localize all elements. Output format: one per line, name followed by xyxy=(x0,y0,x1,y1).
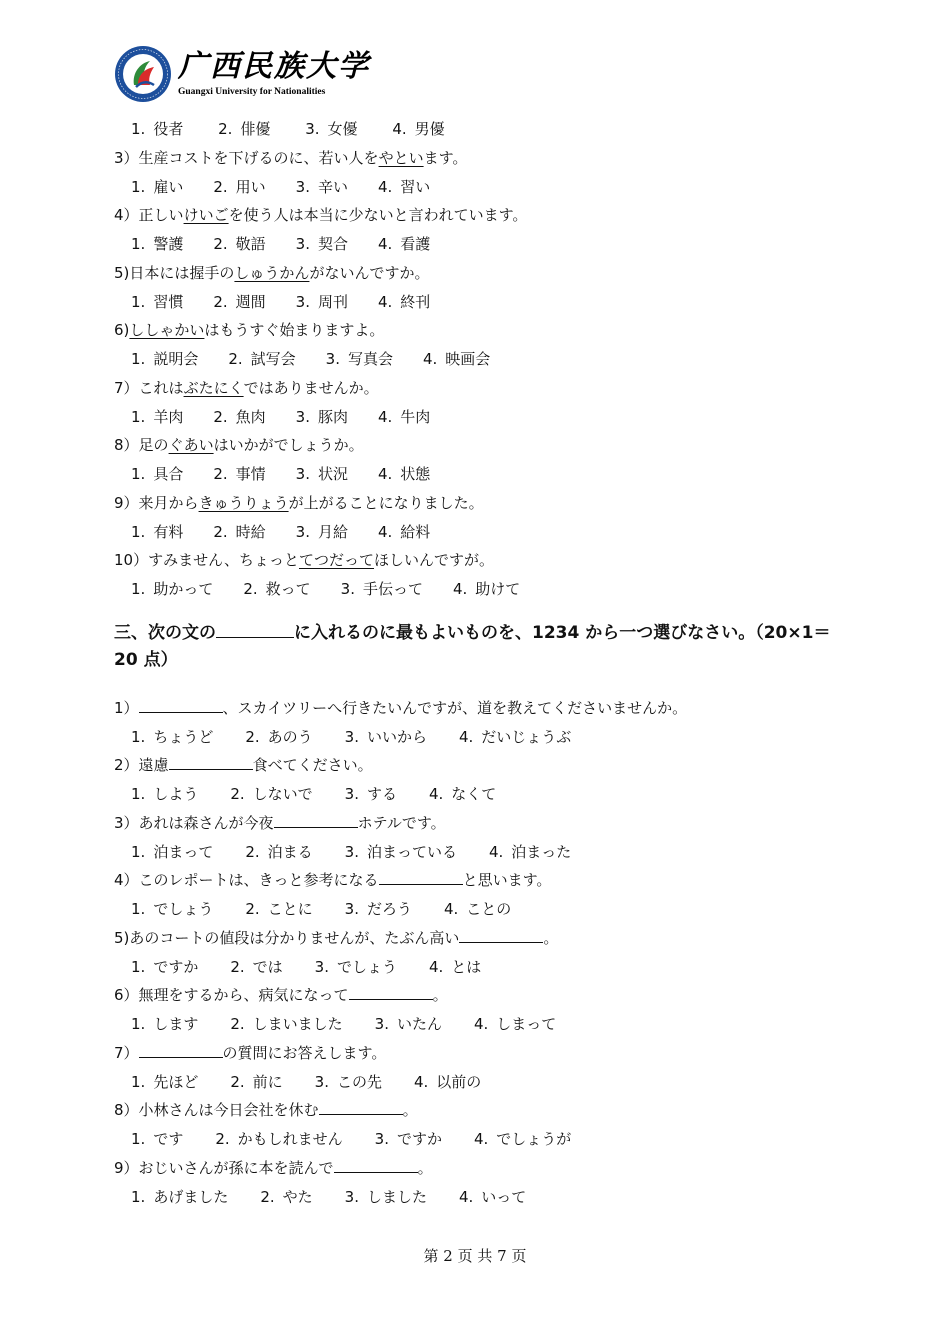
option: 4. 映画会 xyxy=(422,350,491,368)
underlined-word: やとい xyxy=(378,148,424,167)
option: 4. 泊まった xyxy=(488,842,572,861)
answer-options xyxy=(114,575,854,604)
option: 2. しないで xyxy=(230,785,313,803)
option: 1. です xyxy=(131,1130,184,1148)
answer-blank xyxy=(319,1099,403,1115)
underlined-word: ぐあい xyxy=(168,436,214,454)
question: 7）これはぶたにくではありませんか。 xyxy=(114,378,379,397)
answer-blank xyxy=(169,754,253,770)
question: 7） の質問にお答えします。 xyxy=(114,1043,387,1062)
answer-blank xyxy=(459,927,543,943)
option: 3. 手伝って xyxy=(340,580,423,598)
option: 4. 習い xyxy=(377,177,431,196)
university-header xyxy=(114,44,370,104)
option: 4. 看護 xyxy=(377,235,431,253)
option: 4. 助けて xyxy=(452,580,521,598)
option: 3. 状況 xyxy=(295,465,348,483)
answer-blank xyxy=(379,869,463,885)
answer-options xyxy=(114,345,854,374)
question: 4）このレポートは、きっと参考になる と思います。 xyxy=(114,871,552,889)
option: 3. だろう xyxy=(344,900,412,918)
option: 4. 給料 xyxy=(377,522,431,541)
option: 2. やた xyxy=(260,1187,313,1206)
question: 3）あれは森さんが今夜 ホテルです。 xyxy=(114,813,446,832)
question: 6)ししゃかいはもうすぐ始まりますよ。 xyxy=(114,321,385,339)
option: 1. ちょうど xyxy=(131,727,214,746)
question: 10）すみません、ちょっとてつだってほしいんですが。 xyxy=(114,551,495,569)
question: 8）小林さんは今日会社を休む 。 xyxy=(114,1101,418,1119)
brand-chinese-name: 广西民族大学 xyxy=(178,49,370,84)
option: 4. 牛肉 xyxy=(377,407,431,426)
option: 2. 敬語 xyxy=(213,235,266,253)
answer-options xyxy=(114,403,854,432)
option: 4. 状態 xyxy=(377,465,431,483)
answer-options xyxy=(114,288,854,317)
answer-options xyxy=(114,173,854,202)
option: 3. 契合 xyxy=(295,235,348,253)
option: 3. 月給 xyxy=(295,522,348,541)
question: 4）正しいけいごを使う人は本当に少ないと言われています。 xyxy=(114,206,528,224)
option: 1. 雇い xyxy=(131,177,184,196)
option: 3. 豚肉 xyxy=(295,407,348,426)
answer-options xyxy=(114,1125,854,1154)
option: 2. 用い xyxy=(213,177,266,196)
underlined-word: しゅうかん xyxy=(234,263,310,282)
option: 3. でしょう xyxy=(314,957,397,976)
title-blank xyxy=(216,621,294,638)
option: 4. しまって xyxy=(473,1015,557,1033)
option: 4. いって xyxy=(458,1187,527,1206)
option: 4. 終刊 xyxy=(377,292,431,311)
option: 2. 前に xyxy=(230,1072,283,1091)
answer-blank xyxy=(334,1157,418,1173)
answer-options xyxy=(114,1183,854,1212)
option: 3. いいから xyxy=(344,727,427,746)
part1-question-list xyxy=(114,144,854,604)
page-footer: 第 2 页 共 7 页 xyxy=(423,1247,527,1265)
exam-content xyxy=(114,115,854,1211)
option: 4. でしょうが xyxy=(473,1130,572,1148)
option: 2. ことに xyxy=(245,900,313,918)
question: 1） 、スカイツリーへ行きたいんですが、道を教えてくださいませんか。 xyxy=(114,698,688,717)
option: 1. 有料 xyxy=(131,522,184,541)
option: 1. 習慣 xyxy=(131,292,184,311)
question: 9）来月からきゅうりょうが上がることになりました。 xyxy=(114,493,484,512)
question: 6）無理をするから、病気になって 。 xyxy=(114,986,448,1004)
option: 3. 女優 xyxy=(305,120,358,138)
option: 2. 週間 xyxy=(213,292,266,311)
option: 3. しました xyxy=(344,1187,427,1206)
option: 1. 助かって xyxy=(131,580,214,598)
brand-english-name: Guangxi University for Nationalities xyxy=(178,87,326,97)
university-seal-logo xyxy=(114,45,172,103)
answer-options xyxy=(114,838,854,867)
option: 3. この先 xyxy=(314,1072,382,1091)
answer-options xyxy=(114,230,854,259)
answer-options xyxy=(114,723,854,752)
option: 2. 魚肉 xyxy=(213,407,266,426)
option: 4. ことの xyxy=(443,900,512,918)
option: 3. 周刊 xyxy=(295,292,348,311)
question: 5)日本には握手のしゅうかんがないんですか。 xyxy=(114,263,430,282)
answer-options xyxy=(114,953,854,982)
option: 3. 辛い xyxy=(295,177,348,196)
question: 8）足のぐあいはいかがでしょうか。 xyxy=(114,436,364,454)
part2-question-list xyxy=(114,694,854,1212)
option: 1. 先ほど xyxy=(131,1072,199,1091)
option: 2. では xyxy=(230,957,283,976)
option: 3. 泊まっている xyxy=(344,842,457,861)
option: 4. 男優 xyxy=(392,120,445,138)
answer-options xyxy=(114,1068,854,1097)
option: 1. 泊まって xyxy=(131,842,214,861)
answer-blank xyxy=(139,1042,223,1058)
question: 3）生産コストを下げるのに、若い人をやといます。 xyxy=(114,148,468,167)
lead-options xyxy=(114,115,854,144)
option: 1. でしょう xyxy=(131,900,214,918)
option: 4. とは xyxy=(428,957,482,976)
underlined-word: てつだって xyxy=(299,551,375,569)
answer-options xyxy=(114,460,854,489)
answer-options xyxy=(114,1010,854,1039)
option: 4. だいじょうぶ xyxy=(458,727,572,746)
answer-blank xyxy=(139,697,223,713)
option: 1. 警護 xyxy=(131,235,184,253)
question: 5)あのコートの値段は分かりませんが、たぶん高い 。 xyxy=(114,928,559,947)
question: 9）おじいさんが孫に本を読んで 。 xyxy=(114,1158,433,1177)
option: 1. 羊肉 xyxy=(131,407,184,426)
option: 3. する xyxy=(344,785,397,803)
answer-blank xyxy=(349,984,433,1000)
option: 1. ですか xyxy=(131,957,199,976)
option: 3. ですか xyxy=(374,1130,442,1148)
section-title-3: 三、次の文の に入れるのに最もよいものを、1234 から一つ選びなさい。（20×1＝20 点） xyxy=(114,622,831,670)
brand-text xyxy=(178,50,370,98)
option: 2. 試写会 xyxy=(228,350,296,368)
option: 2. しまいました xyxy=(230,1015,343,1033)
question: 2）遠慮 食べてください。 xyxy=(114,756,373,774)
option: 2. かもしれません xyxy=(215,1130,343,1148)
option: 1. 具合 xyxy=(131,465,184,483)
option: 1. あげました xyxy=(131,1187,229,1206)
answer-blank xyxy=(274,812,358,828)
option: 4. なくて xyxy=(428,785,497,803)
answer-options xyxy=(114,518,854,547)
option: 1. 説明会 xyxy=(131,350,199,368)
option: 2. 時給 xyxy=(213,522,266,541)
underlined-word: ししゃかい xyxy=(129,321,205,339)
underlined-word: ぶたにく xyxy=(183,378,244,397)
option: 4. 以前の xyxy=(413,1072,482,1091)
option: 1. します xyxy=(131,1015,199,1033)
option: 2. 事情 xyxy=(213,465,266,483)
answer-options xyxy=(114,780,854,809)
option: 3. いたん xyxy=(374,1015,442,1033)
underlined-word: けいご xyxy=(183,206,229,224)
option: 2. あのう xyxy=(245,727,313,746)
option: 2. 泊まる xyxy=(245,842,313,861)
option: 2. 救って xyxy=(243,580,311,598)
option: 2. 俳優 xyxy=(218,120,271,138)
answer-options xyxy=(114,895,854,924)
underlined-word: きゅうりょう xyxy=(198,493,289,512)
option: 1. しよう xyxy=(131,785,199,803)
option: 3. 写真会 xyxy=(325,350,393,368)
option: 1. 役者 xyxy=(131,120,184,138)
